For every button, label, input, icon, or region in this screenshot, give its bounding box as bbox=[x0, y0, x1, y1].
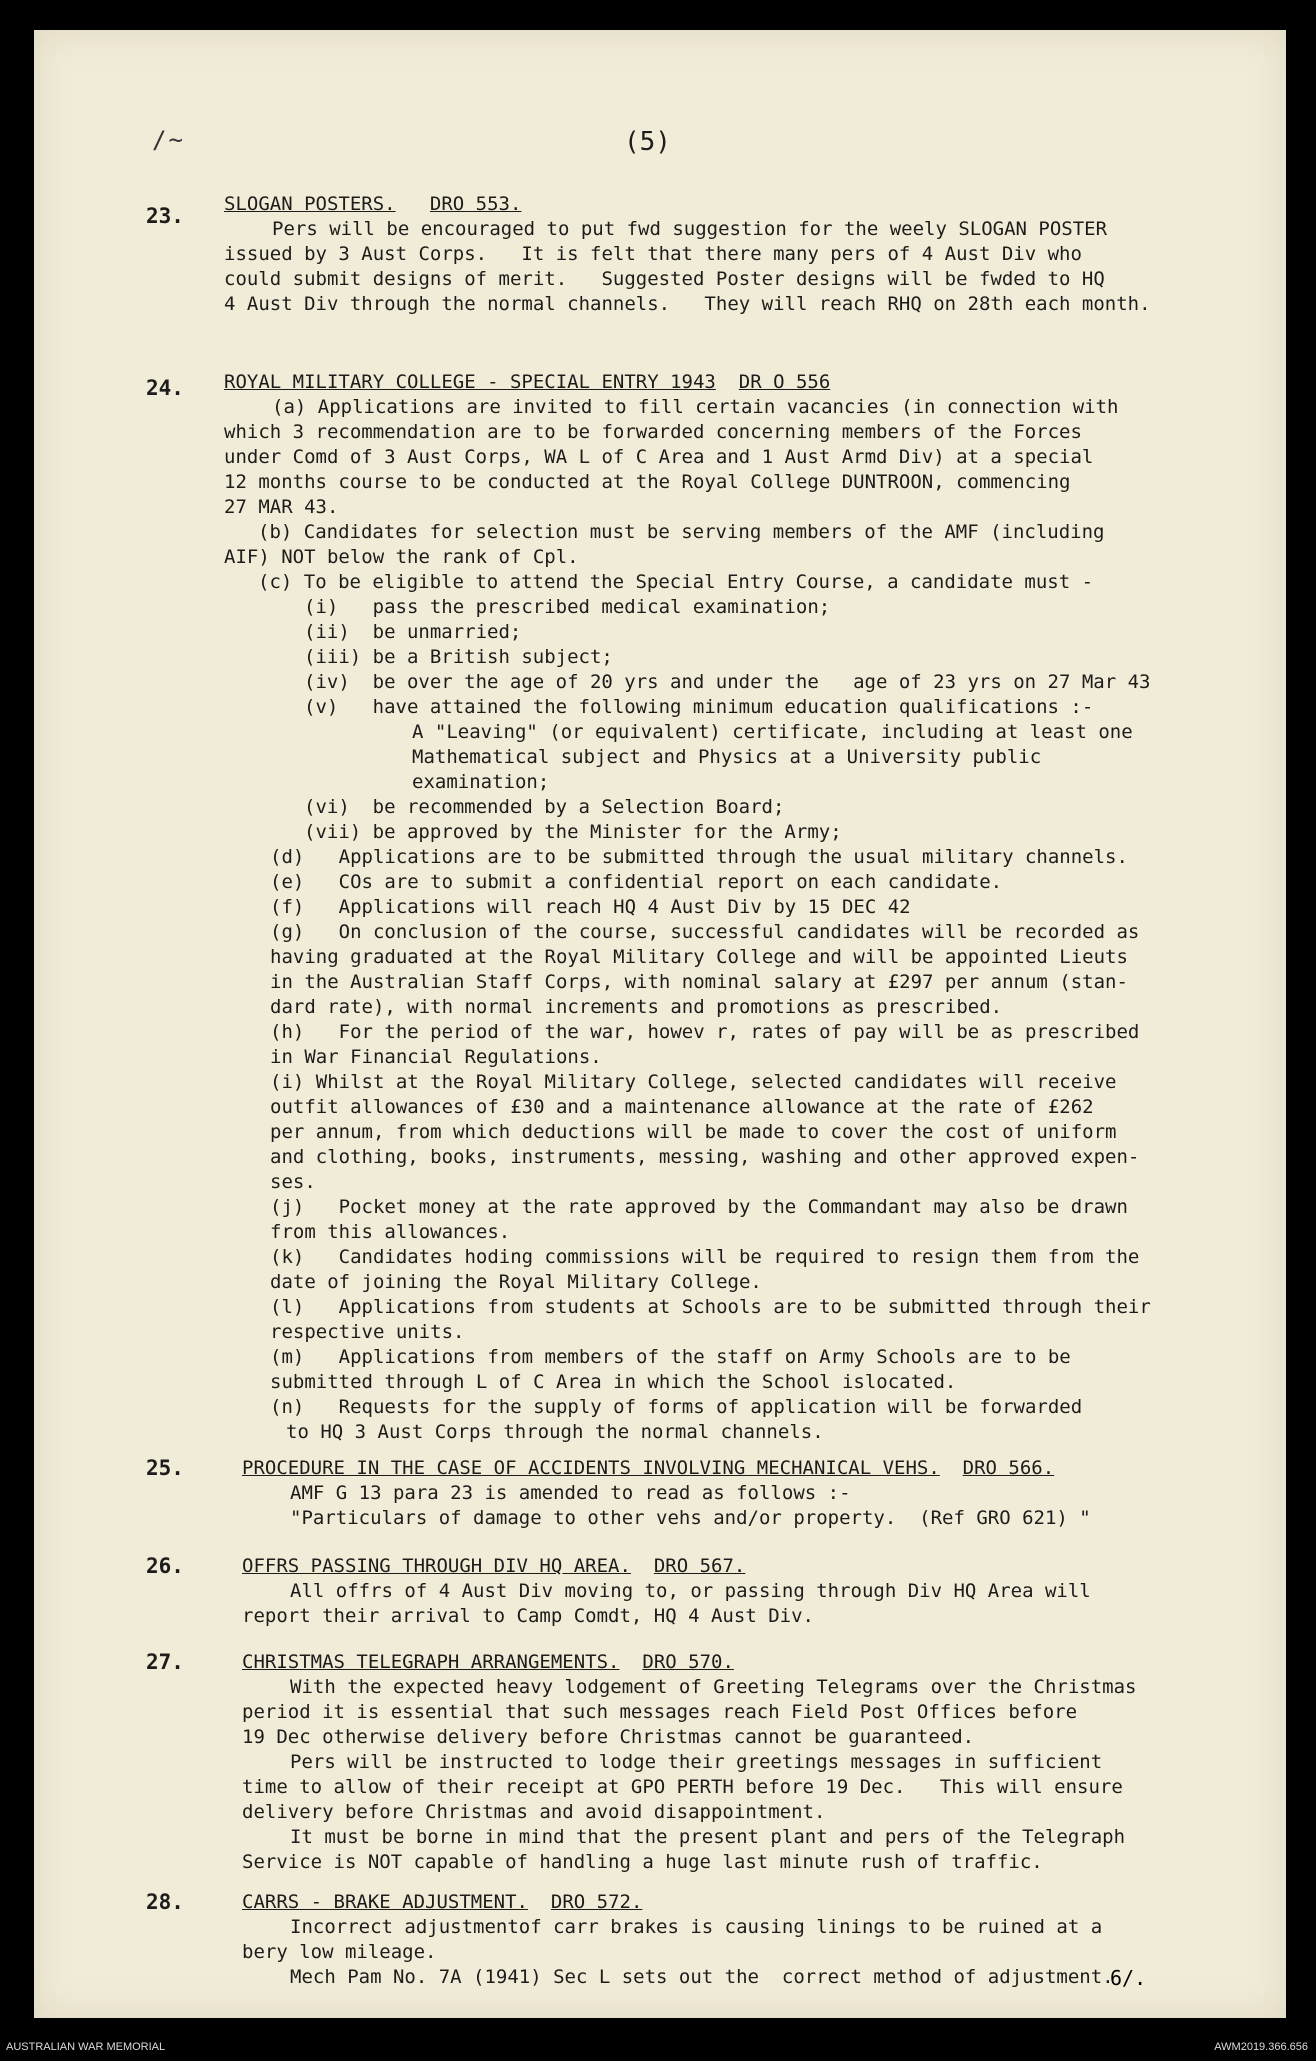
paragraph-number: 24. bbox=[146, 376, 184, 400]
text-line: time to allow of their receipt at GPO PERTH before 19 Dec. This will ensure bbox=[242, 1776, 1123, 1798]
text-line: respective units. bbox=[270, 1321, 465, 1343]
text-line: (vi) be recommended by a Selection Board; bbox=[304, 796, 785, 818]
text-line: (v) have attained the following minimum education qualifications :- bbox=[304, 696, 1094, 718]
text-line: to HQ 3 Aust Corps through the normal channels. bbox=[286, 1421, 824, 1443]
text-line: dard rate), with normal increments and promotions as prescribed. bbox=[270, 996, 1003, 1018]
text-line: Mech Pam No. 7A (1941) Sec L sets out the correct method of adjustment. bbox=[290, 1966, 1114, 1988]
paragraph-number: 25. bbox=[146, 1456, 184, 1480]
footer-accession-number: AWM2019.366.656 bbox=[1214, 2041, 1308, 2053]
text-line: outfit allowances of £30 and a maintenance allowance at the rate of £262 bbox=[270, 1096, 1094, 1118]
text-line: (i) pass the prescribed medical examination; bbox=[304, 596, 831, 618]
text-line: (l) Applications from students at Schools are to be submitted through their bbox=[270, 1296, 1151, 1318]
text-line: (j) Pocket money at the rate approved by the Commandant may also be drawn bbox=[270, 1196, 1128, 1218]
paragraph-title: OFFRS PASSING THROUGH DIV HQ AREA. bbox=[242, 1555, 631, 1577]
text-line: could submit designs of merit. Suggested Poster designs will be fwded to HQ bbox=[224, 268, 1105, 290]
paragraph-number: 23. bbox=[146, 204, 184, 228]
text-line: bery low mileage. bbox=[242, 1941, 437, 1963]
paragraph-reference: DRO 553. bbox=[429, 193, 522, 215]
text-line: (g) On conclusion of the course, successful candidates will be recorded as bbox=[270, 921, 1140, 943]
document-body bbox=[34, 30, 1286, 2018]
text-line: (h) For the period of the war, howev r, rates of pay will be as prescribed bbox=[270, 1021, 1140, 1043]
handwritten-mark: /~ bbox=[152, 126, 185, 154]
text-line: AIF) NOT below the rank of Cpl. bbox=[224, 546, 579, 568]
text-line: Pers will be encouraged to put fwd suggestion for the weely SLOGAN POSTER bbox=[272, 218, 1108, 240]
text-line: from this allowances. bbox=[270, 1221, 511, 1243]
text-line: AMF G 13 para 23 is amended to read as follows :- bbox=[290, 1482, 851, 1504]
text-line: (iv) be over the age of 20 yrs and under the age of 23 yrs on 27 Mar 43 bbox=[304, 671, 1151, 693]
text-line: (f) Applications will reach HQ 4 Aust Div by 15 DEC 42 bbox=[270, 896, 911, 918]
page-number: (5) bbox=[624, 127, 671, 157]
text-line: (iii) be a British subject; bbox=[304, 646, 613, 668]
text-line: (i) Whilst at the Royal Military College, selected candidates will receive bbox=[270, 1071, 1117, 1093]
text-line: 19 Dec otherwise delivery before Christmas cannot be guaranteed. bbox=[242, 1726, 975, 1748]
text-line: delivery before Christmas and avoid disappointment. bbox=[242, 1801, 826, 1823]
document-page bbox=[34, 30, 1286, 2018]
text-line: (vii) be approved by the Minister for the Army; bbox=[304, 821, 842, 843]
text-line: (n) Requests for the supply of forms of application will be forwarded bbox=[270, 1396, 1083, 1418]
text-line: Service is NOT capable of handling a huge last minute rush of traffic. bbox=[242, 1851, 1043, 1873]
text-line: All offrs of 4 Aust Div moving to, or passing through Div HQ Area will bbox=[290, 1580, 1091, 1602]
text-line: in the Australian Staff Corps, with nominal salary at £297 per annum (stan- bbox=[270, 971, 1128, 993]
text-line: ses. bbox=[270, 1171, 316, 1193]
paragraph-reference: DR O 556 bbox=[738, 371, 831, 393]
paragraph-number: 26. bbox=[146, 1554, 184, 1578]
paragraph-title: CHRISTMAS TELEGRAPH ARRANGEMENTS. bbox=[242, 1651, 620, 1673]
text-line: in War Financial Regulations. bbox=[270, 1046, 602, 1068]
text-line: 4 Aust Div through the normal channels. They will reach RHQ on 28th each month. bbox=[224, 293, 1151, 315]
text-line: examination; bbox=[412, 771, 550, 793]
paragraph-number: 27. bbox=[146, 1650, 184, 1674]
text-line: report their arrival to Camp Comdt, HQ 4 Aust Div. bbox=[242, 1605, 814, 1627]
text-line: Incorrect adjustmentof carr brakes is causing linings to be ruined at a bbox=[290, 1916, 1103, 1938]
text-line: issued by 3 Aust Corps. It is felt that there many pers of 4 Aust Div who bbox=[224, 243, 1082, 265]
text-line: and clothing, books, instruments, messing, washing and other approved expen- bbox=[270, 1146, 1140, 1168]
text-line: submitted through L of C Area in which the School islocated. bbox=[270, 1371, 957, 1393]
continuation-mark: 6/. bbox=[1110, 1966, 1147, 1990]
text-line: under Comd of 3 Aust Corps, WA L of C Area and 1 Aust Armd Div) at a special bbox=[224, 446, 1094, 468]
footer-bar bbox=[0, 2035, 1316, 2061]
text-line: Pers will be instructed to lodge their greetings messages in sufficient bbox=[290, 1751, 1103, 1773]
paragraph-title: SLOGAN POSTERS. bbox=[224, 193, 396, 215]
text-line: (b) Candidates for selection must be serving members of the AMF (including bbox=[258, 521, 1105, 543]
text-line: It must be borne in mind that the present plant and pers of the Telegraph bbox=[290, 1826, 1126, 1848]
footer-source: AUSTRALIAN WAR MEMORIAL bbox=[6, 2041, 166, 2053]
text-line: (c) To be eligible to attend the Special Entry Course, a candidate must - bbox=[258, 571, 1094, 593]
text-line: (a) Applications are invited to fill certain vacancies (in connection with bbox=[272, 396, 1119, 418]
paragraph-reference: DRO 566. bbox=[962, 1457, 1055, 1479]
text-line: (d) Applications are to be submitted through the usual military channels. bbox=[270, 846, 1128, 868]
text-line: period it is essential that such messages reach Field Post Offices before bbox=[242, 1701, 1078, 1723]
text-line: which 3 recommendation are to be forwarded concerning members of the Forces bbox=[224, 421, 1082, 443]
paragraph-reference: DRO 570. bbox=[642, 1651, 734, 1673]
paragraph-title: CARRS - BRAKE ADJUSTMENT. bbox=[242, 1891, 528, 1913]
text-line: date of joining the Royal Military College. bbox=[270, 1271, 762, 1293]
text-line: (e) COs are to submit a confidential report on each candidate. bbox=[270, 871, 1003, 893]
paragraph-title: ROYAL MILITARY COLLEGE - SPECIAL ENTRY 1943 bbox=[224, 371, 716, 393]
text-line: (ii) be unmarried; bbox=[304, 621, 522, 643]
text-line: 12 months course to be conducted at the Royal College DUNTROON, commencing bbox=[224, 471, 1071, 493]
paragraph-title: PROCEDURE IN THE CASE OF ACCIDENTS INVOLVING MECHANICAL VEHS. bbox=[242, 1457, 940, 1479]
text-line: (k) Candidates hoding commissions will be required to resign them from the bbox=[270, 1246, 1140, 1268]
paragraph-reference: DRO 567. bbox=[653, 1555, 746, 1577]
paragraph-number: 28. bbox=[146, 1890, 184, 1914]
text-line: With the expected heavy lodgement of Greeting Telegrams over the Christmas bbox=[290, 1676, 1137, 1698]
text-line: A "Leaving" (or equivalent) certificate, including at least one bbox=[412, 721, 1133, 743]
text-line: Mathematical subject and Physics at a University public bbox=[412, 746, 1042, 768]
text-line: 27 MAR 43. bbox=[224, 496, 339, 518]
paragraph-reference: DRO 572. bbox=[550, 1891, 643, 1913]
text-line: (m) Applications from members of the staff on Army Schools are to be bbox=[270, 1346, 1071, 1368]
text-line: having graduated at the Royal Military College and will be appointed Lieuts bbox=[270, 946, 1128, 968]
text-line: "Particulars of damage to other vehs and/or property. (Ref GRO 621) " bbox=[290, 1507, 1091, 1529]
text-line: per annum, from which deductions will be made to cover the cost of uniform bbox=[270, 1121, 1117, 1143]
